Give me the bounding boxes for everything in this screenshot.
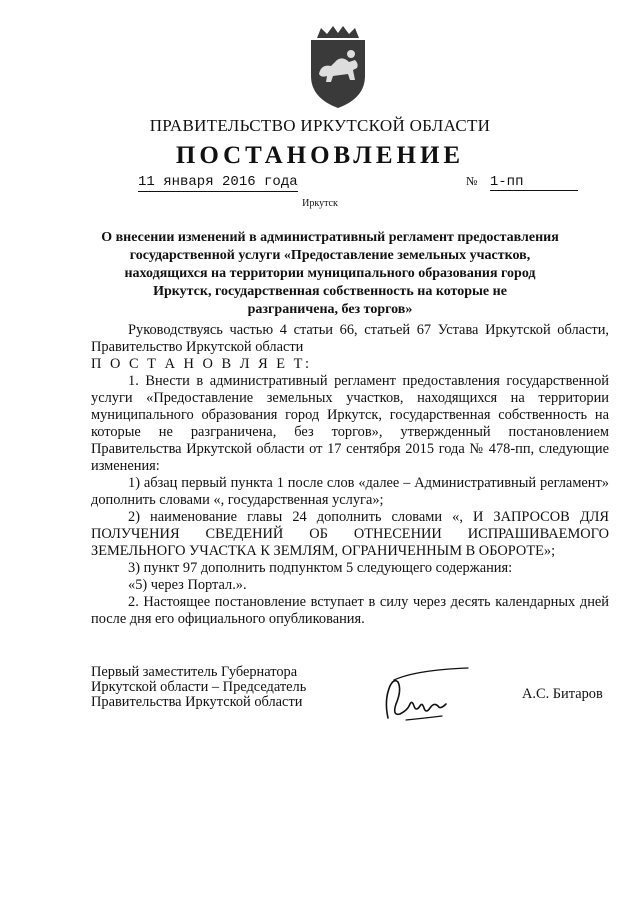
signatory-position (91, 665, 306, 710)
intro-paragraph: Руководствуясь частью 4 статьи 66, статьей 67 Устава Иркутской области, Правительство Иркутской области (91, 322, 609, 355)
city-name: Иркутск (302, 198, 338, 209)
subitem-2-paragraph: 2) наименование главы 24 дополнить словами «, И ЗАПРОСОВ ДЛЯ ПОЛУЧЕНИЯ СВЕДЕНИЙ ОБ ОТНЕСЕНИИ ИСПРАШИВАЕМОГО ЗЕМЕЛЬНОГО УЧАСТКА К ЗЕМЛЯМ, ОГРАНИЧЕННЫМ В ОБОРОТЕ»; (91, 509, 609, 559)
handwritten-signature (376, 660, 476, 728)
document-body (91, 322, 609, 628)
date-value: 11 января 2016 года (138, 174, 298, 190)
decree-word: П О С Т А Н О В Л Я Е Т: (91, 356, 312, 372)
position-line: Иркутской области – Председатель (91, 679, 307, 695)
item-1-paragraph: 1. Внести в административный регламент предоставления государственной услуги «Предоставление земельных участков, находящихся на территории муниципального образования город Иркутск, государственная собственность на которые не разграничена, без торгов», утвержденный постановлением Правительства Иркутской области от 17 сентября 2015 года № 478-пп, следующие изменения: (91, 373, 609, 474)
document-type: ПОСТАНОВЛЕНИЕ (175, 142, 465, 169)
position-line: Правительства Иркутской области (91, 694, 303, 710)
number-value: 1-пп (490, 174, 578, 191)
document-number (466, 174, 578, 191)
heading-line: Иркутск, государственная собственность на которые не (153, 284, 507, 299)
position-line: Первый заместитель Губернатора (91, 664, 298, 680)
heading-line: О внесении изменений в административный регламент предоставления (101, 230, 559, 245)
coat-of-arms-icon (303, 24, 373, 110)
heading-line: разграничена, без торгов» (247, 302, 413, 317)
subitem-3-quote: «5) через Портал.». (128, 577, 247, 593)
heading-line: государственной услуги «Предоставление земельных участков, (129, 248, 531, 263)
subitem-3-paragraph: 3) пункт 97 дополнить подпунктом 5 следующего содержания: (128, 560, 513, 576)
document-heading (88, 229, 572, 319)
document-date (138, 174, 298, 190)
item-2-paragraph: 2. Настоящее постановление вступает в силу через десять календарных дней после дня его официального опубликования. (91, 594, 609, 627)
signatory-name: А.С. Битаров (522, 686, 603, 702)
government-name: ПРАВИТЕЛЬСТВО ИРКУТСКОЙ ОБЛАСТИ (149, 116, 491, 135)
number-sign: № (466, 174, 478, 188)
subitem-1-paragraph: 1) абзац первый пункта 1 после слов «далее – Административный регламент» дополнить словами «, государственная услуга»; (91, 475, 609, 508)
heading-line: находящихся на территории муниципального образования город (124, 266, 536, 281)
